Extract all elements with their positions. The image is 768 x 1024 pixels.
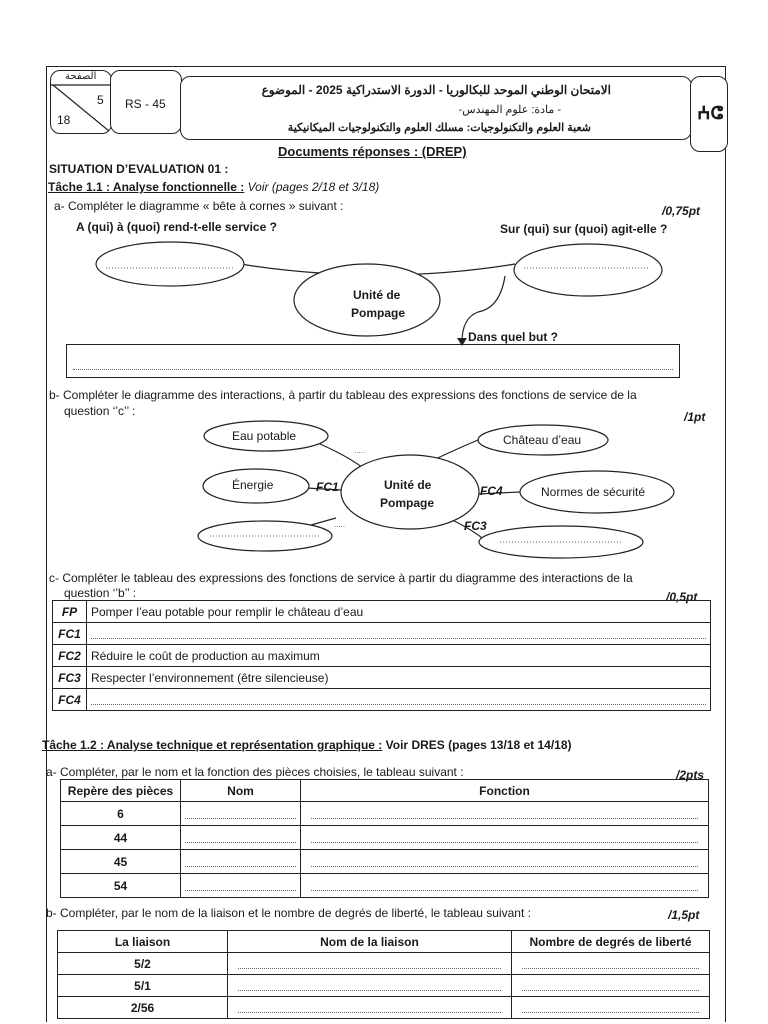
node-center-line2: Pompage [380,496,435,510]
link-ref: 5/2 [58,953,228,975]
link-ddl-field[interactable] [512,997,710,1019]
link-fc1: FC1 [316,480,339,494]
functions-table [52,600,711,711]
link-ddl-field[interactable] [512,975,710,997]
part-name-field[interactable] [181,874,301,898]
part-ref: 6 [61,802,181,826]
task12-heading [42,738,572,752]
part-function-field[interactable] [301,802,709,826]
fn-code: FC1 [53,623,87,645]
part-name-field[interactable] [181,850,301,874]
page-label-ar: الصفحة [65,71,97,82]
fn-text: Réduire le coût de production au maximum [87,645,711,667]
exam-title-line3: شعبة العلوم والتكنولوجيات: مسلك العلوم والتكنولوجيات الميكانيكية [287,122,591,134]
part-function-field[interactable] [301,850,709,874]
page-total: 18 [57,113,71,127]
q11a-points: /0,75pt [662,204,701,218]
q12a-label: a- Compléter, par le nom et la fonction des pièces choisies, le tableau suivant : [46,765,464,779]
q11c-label2: question ‘’b’’ : [64,586,137,600]
link-name-field[interactable] [228,975,512,997]
task11-ref: Voir (pages 2/18 et 3/18) [247,180,380,194]
q11a-label: a- Compléter le diagramme « bête à cornes » suivant : [54,199,344,213]
node-energie: Énergie [232,478,274,492]
link-fc4: FC4 [480,484,503,498]
exam-title-line1: الامتحان الوطني الموحد للبكالوريا - الدورة الاستدراكية 2025 - الموضوع [261,83,611,97]
horn-center-line1: Unité de [353,288,401,302]
table-row [53,623,711,645]
horn-center-line2: Pompage [351,306,406,320]
task11-title: Tâche 1.1 : Analyse fonctionnelle : [48,180,245,194]
exam-title-box [180,76,692,140]
table-row [58,953,710,975]
logo-box [690,76,728,152]
goal-answer-box[interactable] [66,344,680,378]
link-name-field[interactable] [228,953,512,975]
part-name-field[interactable] [181,826,301,850]
col-ddl: Nombre de degrés de liberté [512,931,710,953]
q11b-label: b- Compléter le diagramme des interactions, à partir du tableau des expressions des fonctions de service de la [49,388,637,402]
situation-title: SITUATION D’EVALUATION 01 : [49,162,229,176]
part-function-field[interactable] [301,826,709,850]
part-ref: 54 [61,874,181,898]
col-nom-liaison: Nom de la liaison [228,931,512,953]
table-row [58,975,710,997]
col-liaison: La liaison [58,931,228,953]
svg-text:.....: ..... [354,446,366,455]
exam-code: RS - 45 [125,97,166,111]
col-fonction: Fonction [301,780,709,802]
part-ref: 45 [61,850,181,874]
q11b-label2: question ‘’c’’ : [64,404,136,418]
node-eau-potable: Eau potable [232,429,297,443]
q12a-points: /2pts [676,768,705,782]
q11c-points: /0,5pt [666,590,698,604]
page-number: 5 [97,93,104,107]
table-row [53,601,711,623]
fn-code: FP [53,601,87,623]
exam-code-box [110,70,182,134]
table-row [58,997,710,1019]
fn-answer-field[interactable] [87,689,711,711]
logo-mark: ⵄⵛ [697,103,724,123]
table-row [61,826,709,850]
q12b-label: b- Compléter, par le nom de la liaison et le nombre de degrés de liberté, le tableau suivant : [46,906,531,920]
fn-code: FC4 [53,689,87,711]
q11b-points: /1pt [684,410,706,424]
link-name-field[interactable] [228,997,512,1019]
node-normes-securite: Normes de sécurité [541,485,646,499]
col-repere: Repère des pièces [61,780,181,802]
parts-table [60,779,709,898]
link-ddl-field[interactable] [512,953,710,975]
task12-title: Tâche 1.2 : Analyse technique et représentation graphique : [42,738,383,752]
task11-heading [48,180,379,194]
q11c-label: c- Compléter le tableau des expressions des fonctions de service à partir du diagramme des interactions de la [49,571,633,585]
table-row [53,645,711,667]
col-nom: Nom [181,780,301,802]
exam-title-line2: - مادة: علوم المهندس- [458,104,561,116]
table-row [61,850,709,874]
q11a-right-question: Sur (qui) sur (quoi) agit-elle ? [500,222,668,236]
doc-title: Documents réponses : (DREP) [278,144,467,159]
part-name-field[interactable] [181,802,301,826]
q12b-points: /1,5pt [668,908,700,922]
svg-text:.....: ..... [334,520,346,529]
fn-code: FC2 [53,645,87,667]
fn-answer-field[interactable] [87,623,711,645]
table-row [61,802,709,826]
part-function-field[interactable] [301,874,709,898]
table-row [53,667,711,689]
goal-question: Dans quel but ? [468,330,558,344]
fn-text: Pomper l’eau potable pour remplir le château d’eau [87,601,711,623]
node-chateau-eau: Château d’eau [503,433,582,447]
part-ref: 44 [61,826,181,850]
table-row [61,874,709,898]
page-number-box [50,70,112,134]
task12-ref: Voir DRES (pages 13/18 et 14/18) [385,738,572,752]
table-header-row [61,780,709,802]
fn-code: FC3 [53,667,87,689]
table-header-row [58,931,710,953]
node-center-line1: Unité de [384,478,432,492]
table-row [53,689,711,711]
link-fc3: FC3 [464,519,487,533]
q11a-left-question: A (qui) à (quoi) rend-t-elle service ? [76,220,277,234]
links-table [57,930,710,1019]
link-ref: 2/56 [58,997,228,1019]
fn-text: Respecter l’environnement (être silencieuse) [87,667,711,689]
link-ref: 5/1 [58,975,228,997]
